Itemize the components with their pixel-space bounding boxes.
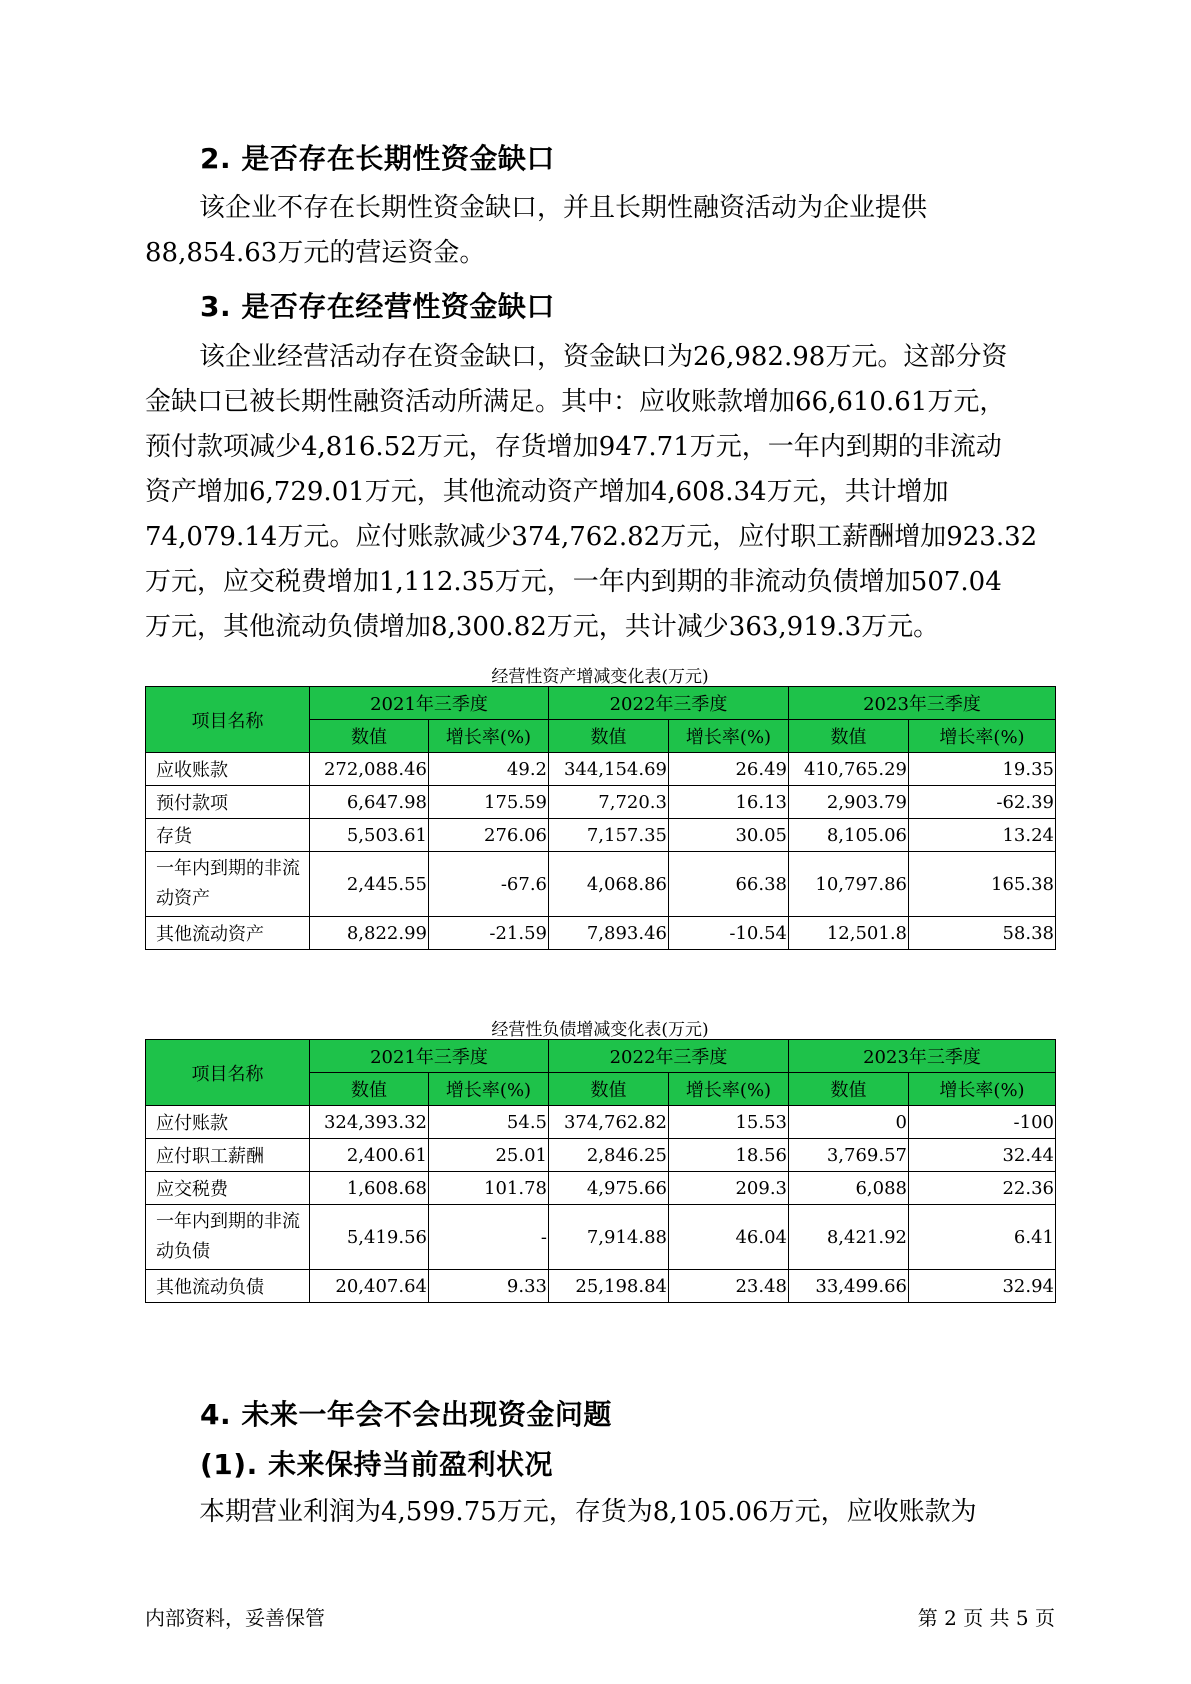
cell-value: 7,893.46	[549, 917, 669, 950]
cell-value: 8,822.99	[310, 917, 429, 950]
cell-rate: 30.05	[669, 819, 789, 852]
cell-value: 5,503.61	[310, 819, 429, 852]
section-4-subtitle: (1). 未来保持当前盈利状况	[200, 1448, 553, 1481]
section-3-paragraph	[145, 335, 1055, 650]
cell-value: 2,445.55	[310, 852, 429, 917]
row-name-line: 动负债	[156, 1241, 210, 1262]
subheader-rate: 增长率(%)	[909, 720, 1056, 753]
subheader-rate: 增长率(%)	[909, 1073, 1056, 1106]
table-header-row	[146, 1040, 1056, 1073]
table-row	[146, 1106, 1056, 1139]
cell-rate: -21.59	[429, 917, 549, 950]
cell-value: 10,797.86	[789, 852, 909, 917]
cell-value: 2,400.61	[310, 1139, 429, 1172]
paragraph-line: 本期营业利润为4,599.75万元，存货为8,105.06万元，应收账款为	[199, 1497, 977, 1527]
cell-rate: 23.48	[669, 1270, 789, 1303]
subheader-value: 数值	[549, 720, 669, 753]
row-name: 应付职工薪酬	[146, 1139, 310, 1172]
cell-rate: 54.5	[429, 1106, 549, 1139]
paragraph-line: 74,079.14万元。应付账款减少374,762.82万元，应付职工薪酬增加923.32	[145, 522, 1038, 552]
paragraph-line: 该企业不存在长期性资金缺口，并且长期性融资活动为企业提供	[199, 193, 928, 223]
cell-rate: 101.78	[429, 1172, 549, 1205]
cell-rate: 13.24	[909, 819, 1056, 852]
subheader-rate: 增长率(%)	[669, 720, 789, 753]
cell-rate: 18.56	[669, 1139, 789, 1172]
cell-rate: 209.3	[669, 1172, 789, 1205]
cell-value: 0	[789, 1106, 909, 1139]
cell-rate: -10.54	[669, 917, 789, 950]
subheader-value: 数值	[549, 1073, 669, 1106]
paragraph-line: 万元，其他流动负债增加8,300.82万元，共计减少363,919.3万元。	[145, 612, 940, 642]
cell-rate: 165.38	[909, 852, 1056, 917]
cell-value: 8,105.06	[789, 819, 909, 852]
row-name: 其他流动负债	[146, 1270, 310, 1303]
paragraph-line: 预付款项减少4,816.52万元，存货增加947.71万元，一年内到期的非流动	[145, 432, 1002, 462]
cell-value: 324,393.32	[310, 1106, 429, 1139]
cell-value: 344,154.69	[549, 753, 669, 786]
cell-rate: 9.33	[429, 1270, 549, 1303]
table-row	[146, 786, 1056, 819]
row-name: 应付账款	[146, 1106, 310, 1139]
row-name: 预付款项	[146, 786, 310, 819]
cell-rate: 25.01	[429, 1139, 549, 1172]
row-name: 其他流动资产	[146, 917, 310, 950]
cell-value: 5,419.56	[310, 1205, 429, 1270]
cell-value: 12,501.8	[789, 917, 909, 950]
section-2-title: 2. 是否存在长期性资金缺口	[200, 142, 555, 175]
row-name: 应交税费	[146, 1172, 310, 1205]
cell-rate: 26.49	[669, 753, 789, 786]
row-name	[146, 852, 310, 917]
cell-rate: 46.04	[669, 1205, 789, 1270]
cell-value: 3,769.57	[789, 1139, 909, 1172]
column-header-period: 2023年三季度	[789, 687, 1056, 720]
cell-rate: 19.35	[909, 753, 1056, 786]
row-name: 存货	[146, 819, 310, 852]
assets-change-table	[145, 686, 1056, 950]
table-row	[146, 819, 1056, 852]
row-name-line: 动资产	[156, 888, 210, 909]
table-row	[146, 753, 1056, 786]
paragraph-line: 资产增加6,729.01万元，其他流动资产增加4,608.34万元，共计增加	[145, 477, 949, 507]
subheader-rate: 增长率(%)	[669, 1073, 789, 1106]
paragraph-line: 88,854.63万元的营运资金。	[145, 238, 486, 268]
cell-value: 2,903.79	[789, 786, 909, 819]
row-name-line: 一年内到期的非流	[156, 1211, 300, 1232]
cell-value: 1,608.68	[310, 1172, 429, 1205]
cell-rate: 66.38	[669, 852, 789, 917]
table-row	[146, 1270, 1056, 1303]
subheader-rate: 增长率(%)	[429, 720, 549, 753]
column-header-period: 2021年三季度	[310, 687, 549, 720]
cell-rate: 32.94	[909, 1270, 1056, 1303]
cell-value: 33,499.66	[789, 1270, 909, 1303]
column-header-period: 2021年三季度	[310, 1040, 549, 1073]
cell-value: 374,762.82	[549, 1106, 669, 1139]
table-header-row	[146, 687, 1056, 720]
table-row	[146, 917, 1056, 950]
table-row	[146, 1172, 1056, 1205]
cell-value: 410,765.29	[789, 753, 909, 786]
subheader-value: 数值	[310, 1073, 429, 1106]
cell-value: 2,846.25	[549, 1139, 669, 1172]
cell-value: 8,421.92	[789, 1205, 909, 1270]
cell-rate: -67.6	[429, 852, 549, 917]
cell-rate: -62.39	[909, 786, 1056, 819]
table-row	[146, 1139, 1056, 1172]
cell-rate: 16.13	[669, 786, 789, 819]
paragraph-line: 金缺口已被长期性融资活动所满足。其中：应收账款增加66,610.61万元，	[145, 387, 1006, 417]
liabilities-change-table	[145, 1039, 1056, 1303]
cell-value: 4,975.66	[549, 1172, 669, 1205]
section-2-paragraph	[145, 186, 1055, 276]
cell-value: 20,407.64	[310, 1270, 429, 1303]
cell-rate: 175.59	[429, 786, 549, 819]
column-header-period: 2023年三季度	[789, 1040, 1056, 1073]
cell-value: 6,088	[789, 1172, 909, 1205]
cell-value: 7,914.88	[549, 1205, 669, 1270]
subheader-value: 数值	[789, 720, 909, 753]
cell-rate: 32.44	[909, 1139, 1056, 1172]
cell-value: 25,198.84	[549, 1270, 669, 1303]
row-name	[146, 1205, 310, 1270]
cell-rate: -100	[909, 1106, 1056, 1139]
column-header-item: 项目名称	[146, 1040, 310, 1106]
subheader-value: 数值	[789, 1073, 909, 1106]
paragraph-line: 该企业经营活动存在资金缺口，资金缺口为26,982.98万元。这部分资	[199, 342, 1008, 372]
cell-rate: -	[429, 1205, 549, 1270]
section-4-paragraph	[145, 1490, 1055, 1535]
cell-value: 7,720.3	[549, 786, 669, 819]
cell-value: 6,647.98	[310, 786, 429, 819]
footer-left: 内部资料，妥善保管	[145, 1606, 325, 1630]
row-name: 应收账款	[146, 753, 310, 786]
column-header-period: 2022年三季度	[549, 1040, 789, 1073]
cell-value: 272,088.46	[310, 753, 429, 786]
subheader-value: 数值	[310, 720, 429, 753]
section-3-title: 3. 是否存在经营性资金缺口	[200, 290, 555, 323]
cell-rate: 276.06	[429, 819, 549, 852]
table-row	[146, 852, 1056, 917]
cell-value: 7,157.35	[549, 819, 669, 852]
footer-page-number: 第 2 页 共 5 页	[917, 1606, 1055, 1630]
cell-rate: 58.38	[909, 917, 1056, 950]
column-header-item: 项目名称	[146, 687, 310, 753]
cell-rate: 49.2	[429, 753, 549, 786]
cell-value: 4,068.86	[549, 852, 669, 917]
table-caption: 经营性负债增减变化表(万元)	[491, 1020, 709, 1040]
cell-rate: 6.41	[909, 1205, 1056, 1270]
paragraph-line: 万元，应交税费增加1,112.35万元，一年内到期的非流动负债增加507.04	[145, 567, 1002, 597]
section-4-title: 4. 未来一年会不会出现资金问题	[200, 1398, 612, 1431]
cell-rate: 15.53	[669, 1106, 789, 1139]
column-header-period: 2022年三季度	[549, 687, 789, 720]
table-row	[146, 1205, 1056, 1270]
table-caption: 经营性资产增减变化表(万元)	[491, 667, 709, 687]
subheader-rate: 增长率(%)	[429, 1073, 549, 1106]
cell-rate: 22.36	[909, 1172, 1056, 1205]
row-name-line: 一年内到期的非流	[156, 858, 300, 879]
